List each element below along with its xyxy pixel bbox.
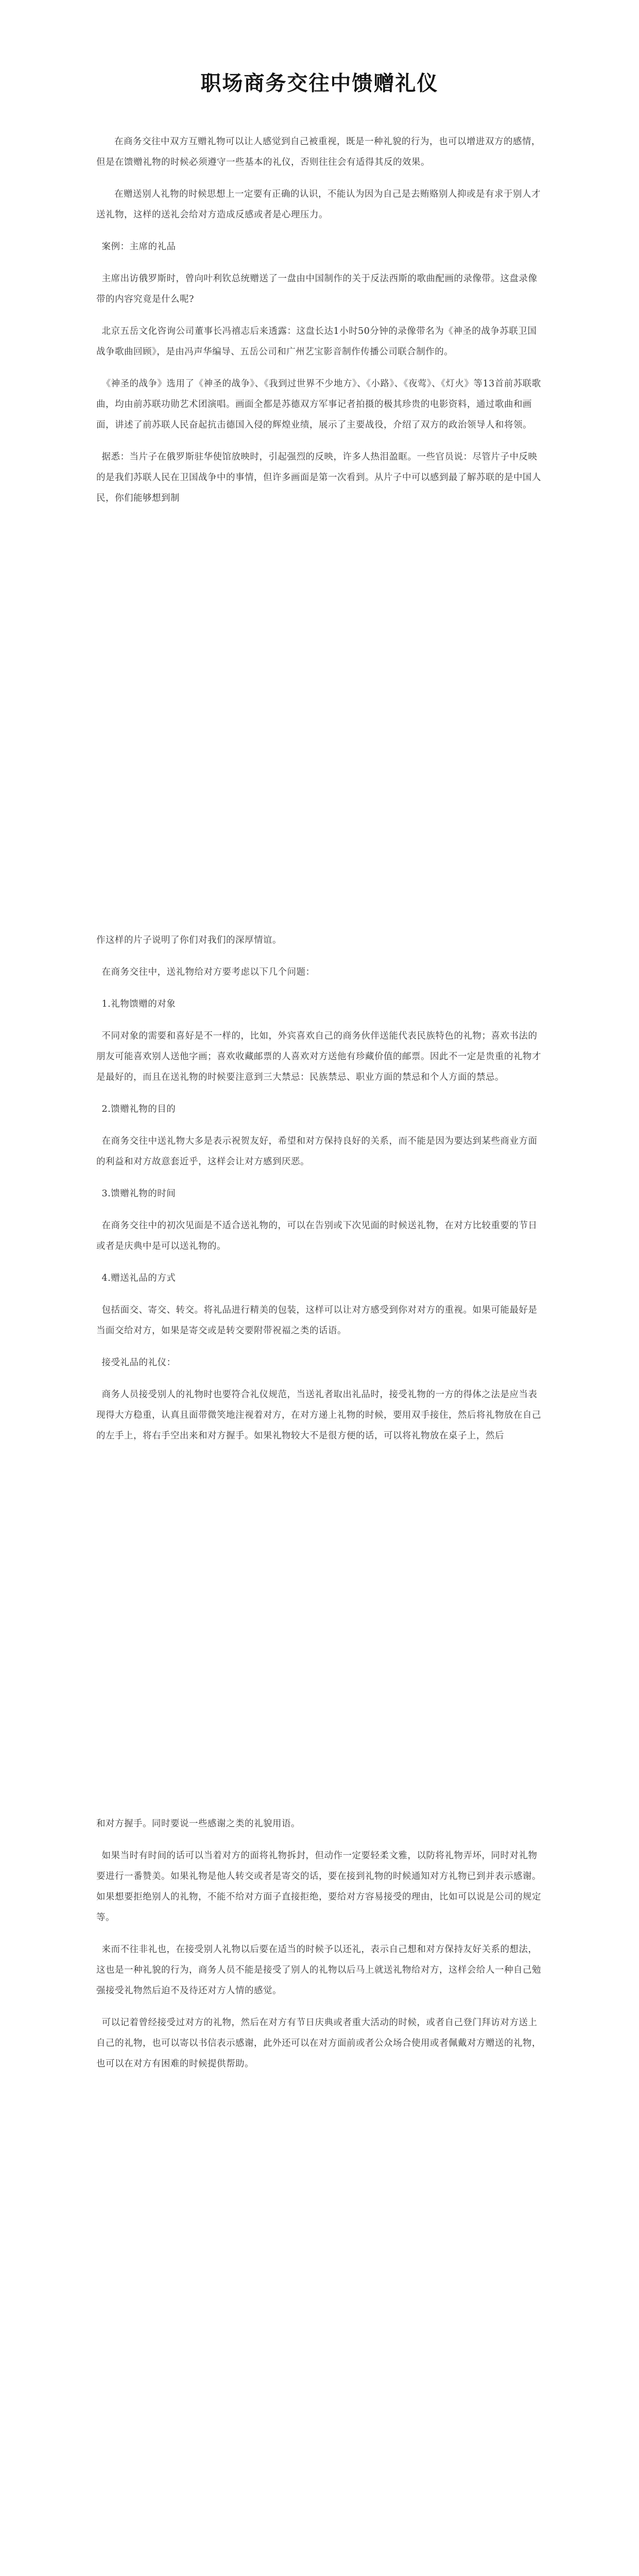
paragraph: 在商务交往中，送礼物给对方要考虑以下几个问题： xyxy=(101,967,315,977)
paragraph: 不同对象的需要和喜好是不一样的，比如，外宾喜欢自己的商务伙伴送能代表民族特色的礼物；喜欢书法的朋友可能喜欢别人送他字画；喜欢收藏邮票的人喜欢对方送他有珍藏价值的邮票。因此不一定是贵重的礼物才是最好的，而且在送礼物的时候要注意到三大禁忌：民族禁忌、职业方面的禁忌和个人方面的禁忌。 xyxy=(96,1031,541,1082)
paragraph: 可以记着曾经接受过对方的礼物，然后在对方有节日庆典或者重大活动的时候，或者自己登门拜访对方送上自己的礼物，也可以寄以书信表示感谢，此外还可以在对方面前或者公众场合使用或者佩戴对方赠送的礼物，也可以在对方有困难的时候提供帮助。 xyxy=(96,2018,541,2069)
subheading: 1.礼物馈赠的对象 xyxy=(101,999,176,1009)
paragraph: 和对方握手。同时要说一些感谢之类的礼貌用语。 xyxy=(96,1819,300,1829)
paragraph: 来而不往非礼也，在接受别人礼物以后要在适当的时候予以还礼，表示自己想和对方保持友好关系的想法，这也是一种礼貌的行为，商务人员不能是接受了别人的礼物以后马上就送礼物给对方，这样会给人一种自己勉强接受礼物然后迫不及待还对方人情的感觉。 xyxy=(96,1944,541,1996)
paragraph: 在商务交往中送礼物大多是表示祝贺友好，希望和对方保持良好的关系，而不能是因为要达到某些商业方面的利益和对方故意套近乎，这样会让对方感到厌恶。 xyxy=(96,1136,538,1167)
section-intro xyxy=(96,131,542,520)
paragraph: 《神圣的战争》选用了《神圣的战争》、《我到过世界不少地方》、《小路》、《夜莺》、《灯火》等13首前苏联歌曲，均由前苏联功勋艺术团演唱。画面全都是苏德双方军事记者拍摄的极其珍贵的电影资料，通过歌曲和画面，讲述了前苏联人民奋起抗击德国入侵的辉煌业绩，展示了主要战役，介绍了双方的政治领导人和将领。 xyxy=(96,379,541,430)
paragraph: 北京五岳文化咨询公司董事长冯禧志后来透露：这盘长达1小时50分钟的录像带名为《神圣的战争苏联卫国战争歌曲回顾》，是由冯声华编导、五岳公司和广州艺宝影音制作传播公司联合制作的。 xyxy=(96,326,537,357)
paragraph: 在商务交往中的初次见面是不适合送礼物的，可以在告别或下次见面的时候送礼物，在对方比较重要的节日或者是庆典中是可以送礼物的。 xyxy=(96,1221,538,1251)
section-considerations xyxy=(96,930,542,1458)
paragraph: 作这样的片子说明了你们对我们的深厚情谊。 xyxy=(96,935,282,945)
paragraph: 包括面交、寄交、转交。将礼品进行精美的包装，这样可以让对方感受到你对对方的重视。如果可能最好是当面交给对方，如果是寄交或是转交要附带祝福之类的话语。 xyxy=(96,1305,538,1336)
subheading: 2.馈赠礼物的目的 xyxy=(101,1104,176,1114)
paragraph: 商务人员接受别人的礼物时也要符合礼仪规范，当送礼者取出礼品时，接受礼物的一方的得体之法是应当表现得大方稳重，认真且面带微笑地注视着对方，在对方递上礼物的时候，要用双手接住，然后将礼物放在自己的左手上，将右手空出来和对方握手。如果礼物较大不是很方便的话，可以将礼物放在桌子上，然后 xyxy=(96,1389,541,1441)
case-heading: 案例：主席的礼品 xyxy=(101,242,176,252)
paragraph: 主席出访俄罗斯时，曾向叶利钦总统赠送了一盘由中国制作的关于反法西斯的歌曲配画的录像带。这盘录像带的内容究竟是什么呢? xyxy=(96,274,538,304)
page-title: 职场商务交往中馈赠礼仪 xyxy=(200,71,439,95)
subheading: 接受礼品的礼仪： xyxy=(101,1358,176,1368)
section-receiving xyxy=(96,1814,542,2086)
paragraph: 在赠送别人礼物的时候思想上一定要有正确的认识，不能认为因为自己是去贿赂别人抑或是有求于别人才送礼物，这样的送礼会给对方造成反感或者是心理压力。 xyxy=(96,189,541,220)
subheading: 3.馈赠礼物的时间 xyxy=(101,1189,176,1199)
paragraph: 据悉：当片子在俄罗斯驻华使馆放映时，引起强烈的反映，许多人热泪盈眶。一些官员说：尽管片子中反映的是我们苏联人民在卫国战争中的事情，但许多画面是第一次看到。从片子中可以感到最了解苏联的是中国人民，你们能够想到制 xyxy=(96,452,541,503)
subheading: 4.赠送礼品的方式 xyxy=(101,1273,176,1283)
paragraph: 在商务交往中双方互赠礼物可以让人感觉到自己被重视，既是一种礼貌的行为，也可以增进双方的感情，但是在馈赠礼物的时候必须遵守一些基本的礼仪，否则往往会有适得其反的效果。 xyxy=(96,137,541,167)
paragraph: 如果当时有时间的话可以当着对方的面将礼物拆封，但动作一定要轻柔文雅，以防将礼物弄坏，同时对礼物要进行一番赞美。如果礼物是他人转交或者是寄交的话，要在接到礼物的时候通知对方礼物已到并表示感谢。如果想要拒绝别人的礼物，不能不给对方面子直接拒绝，要给对方容易接受的理由，比如可以说是公司的规定等。 xyxy=(96,1851,541,1923)
